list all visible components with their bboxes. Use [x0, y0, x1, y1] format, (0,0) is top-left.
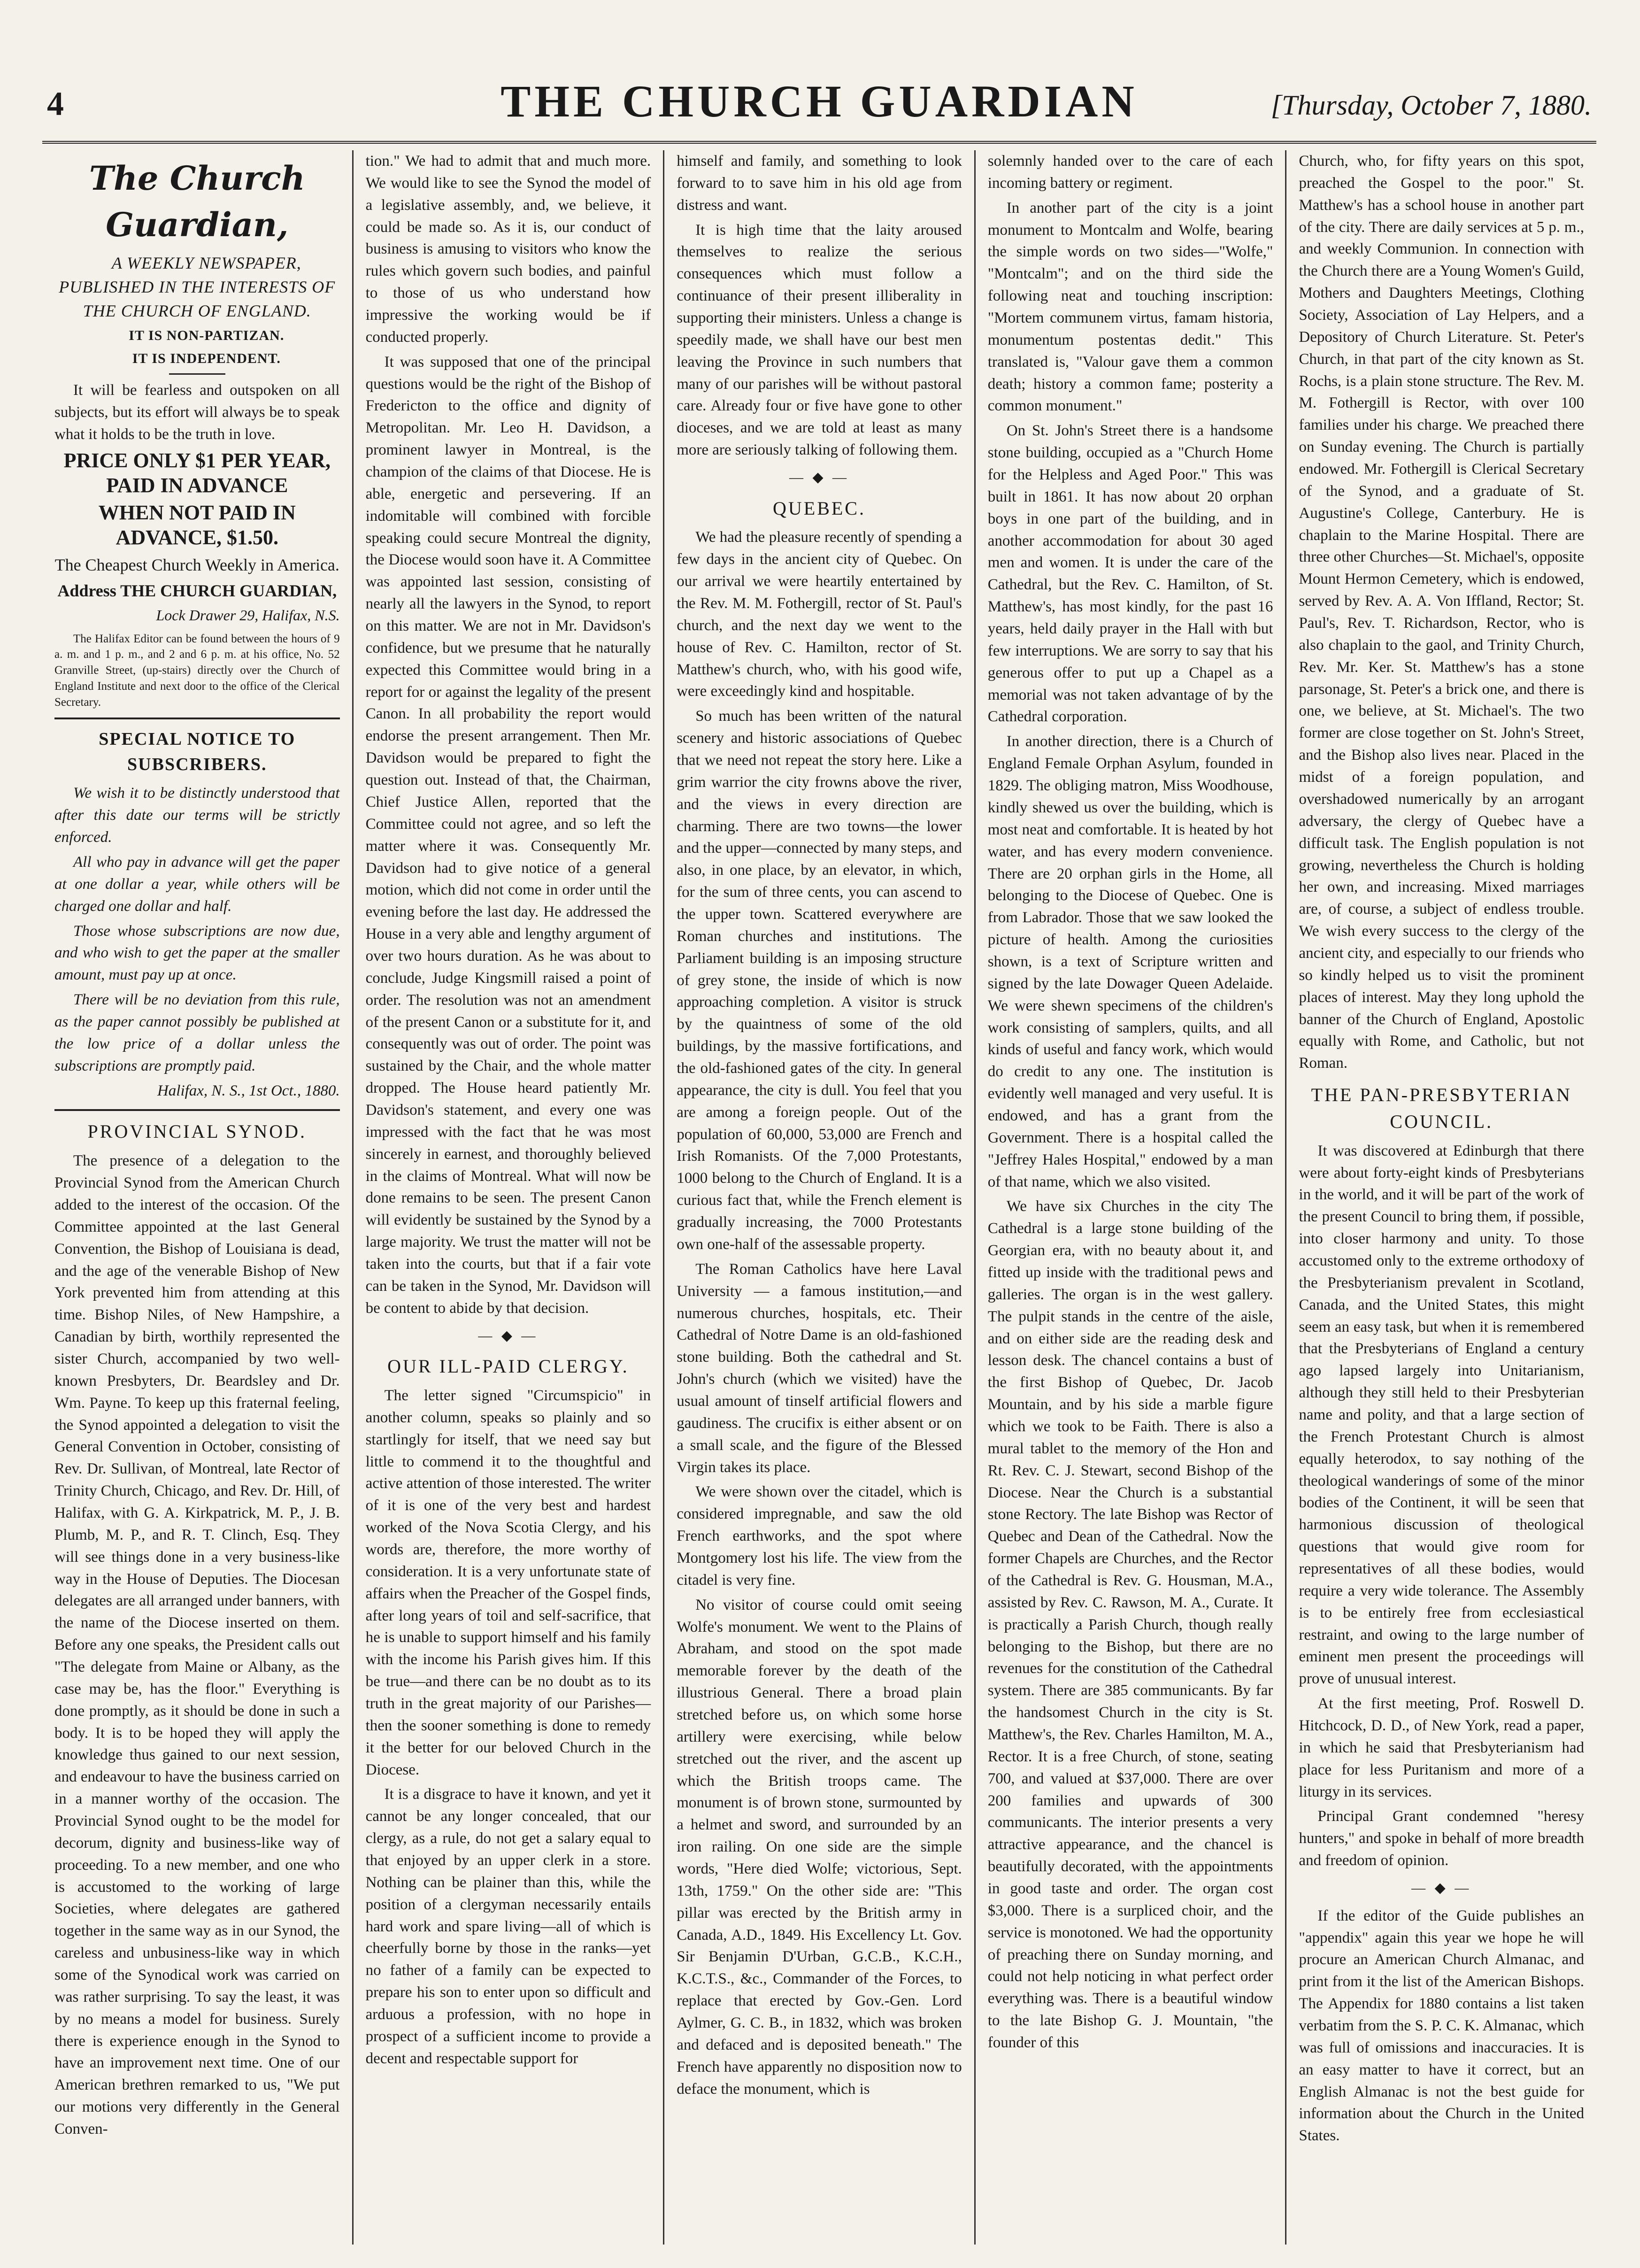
quebec-paragraph: On St. John's Street there is a handsome stone building, occupied as a "Church Home for the Helpless and Aged Poor." This was built in 1861. It has now about 20 orphan boys in one part of the building, and in another accommodation for about 30 aged men and women. It is under the care of the Cathedral, but the Rev. C. Hamilton, of St. Matthew's, has most kindly, for the past 16 years, held daily prayer in the Hall with but few interruptions. We are sorry to say that his generous offer to put up a Chapel as a memorial was not taken advantage of by the Cathedral corporation.	[987, 422, 1273, 725]
masthead	[42, 70, 1596, 144]
ornament-divider: — ◆ —	[789, 470, 850, 486]
quebec-heading: QUEBEC.	[772, 497, 866, 519]
quebec-paragraph: So much has been written of the natural scenery and historic associations of Quebec that we need not repeat the story here. Like a grim warrior the city frowns above the river, and the views in every direction are charming. There are two towns—the lower and the upper—connected by many steps, and also, in one place, by an elevator, in which, for the sum of three cents, you can ascend to the upper town. Scattered everywhere are Roman churches and institutions. The Parliament building is an imposing structure of grey stone, the inside of which is now approaching completion. A visitor is struck by the quaintness of some of the old buildings, by the massive fortifications, and the old-fashioned gates of the city. In general appearance, the city is dull. You feel that you are among a foreign people. Out of the population of 60,000, 53,000 are French and Irish Romanists. Of the 7,000 Protestants, 1000 belong to the Church of England. It is a curious fact that, while the French element is gradually increasing, the 7000 Protestants own one-half of the assessable property.	[677, 708, 962, 1253]
special-notice-body	[54, 782, 340, 1102]
column-5	[1286, 150, 1596, 2245]
paper-title: THE CHURCH GUARDIAN	[500, 76, 1138, 126]
guide-paragraph: If the editor of the Guide publishes an "appendix" again this year we hope he will procure an American Church Almanac, and print from it the list of the American Bishops. The Appendix for 1880 contains a list taken verbatim from the S. P. C. K. Almanac, which was full of omissions and inaccuracies. It is an easy matter to have it correct, but an English Almanac is not the best guide for information about the Church in the United States.	[1299, 1907, 1584, 2145]
quebec-paragraph: No visitor of course could omit seeing Wolfe's monument. We went to the Plains of Abraham, and stood on the spot made memorable forever by the death of the illustrious General. There a broad plain stretched before us, on which some horse artillery were exercising, while below stretched out the river, and the ascent up which the British troops came. The monument is of brown stone, surmounted by a helmet and sword, and surrounded by an iron railing. On one side are the simple words, "Here died Wolfe; victorious, Sept. 13th, 1759." On the other side are: "This pillar was erected by the British army in Canada, A.D., 1849. His Excellency Lt. Gov. Sir Benjamin D'Urban, G.C.B., K.C.H., K.C.T.S., &c., Commander of the Forces, to replace that erected by Gov.-Gen. Lord Aylmer, G. C. B., in 1832, which was broken and defaced and is deposited beneath." The French have apparently no disposition now to deface the monument, which is	[677, 1596, 962, 2098]
notice-dateline: Halifax, N. S., 1st Oct., 1880.	[157, 1082, 340, 1099]
notice-paragraph: There will be no deviation from this rule, as the paper cannot possibly be published at the low price of a dollar unless the subscriptions are promptly paid.	[54, 991, 340, 1074]
ornament-divider: — ◆ —	[1411, 1880, 1472, 1896]
quebec-paragraph: We were shown over the citadel, which is considered impregnable, and saw the old French earthworks, and the spot where Montgomery lost his life. The view from the citadel is very fine.	[677, 1483, 962, 1589]
cheapest-line: The Cheapest Church Weekly in America.	[54, 555, 339, 575]
notice-paragraph: We wish it to be distinctly understood that after this date our terms will be strictly enforced.	[54, 785, 340, 846]
address-detail: Lock Drawer 29, Halifax, N.S.	[156, 607, 340, 624]
column-2	[354, 150, 665, 2245]
clergy-continuation: himself and family, and something to look forward to to save him in his old age from distress and want.	[677, 153, 962, 214]
prospectus-tagline: A WEEKLY NEWSPAPER, PUBLISHED IN THE INTERESTS OF THE CHURCH OF ENGLAND.	[59, 253, 336, 320]
divider	[54, 1109, 340, 1111]
quebec-paragraph: We have six Churches in the city The Cathedral is a large stone building of the Georgian era, with no beauty about it, and fitted up inside with the traditional pews and galleries. The organ is in the west gallery. The pulpit stands in the centre of the aisle, and on either side are the reading desk and lesson desk. The chancel contains a bust of the first Bishop of Quebec, Dr. Jacob Mountain, and by his side a marble figure which we took to be Faith. There is also a mural tablet to the memory of the Hon and Rt. Rev. C. J. Stewart, second Bishop of the Diocese. Near the Church is a substantial stone Rectory. The late Bishop was Rector of Quebec and Dean of the Cathedral. Now the former Chapels are Churches, and the Rector of the Cathedral is Rev. G. Housman, M.A., assisted by Rev. C. Rawson, M. A., Curate. It is practically a Parish Church, though really belonging to the Bishop, but there are no revenues for the constitution of the Cathedral system. There are 385 communicants. By far the handsomest Church in the city is St. Matthew's, the Rev. Charles Hamilton, M. A., Rector. It is a free Church, of stone, seating 700, and valued at $37,000. There are over 200 families and upwards of 300 communicants. The interior presents a very attractive appearance, and the chancel is beautifully decorated, with the appointments in good taste and order. The organ cost $3,000. There is a surpliced choir, and the service is monotoned. We had the opportunity of preaching there on Sunday morning, and could not help noticing in what perfect order everything was. There is a beautiful window to the late Bishop G. J. Mountain, "the founder of this	[987, 1198, 1273, 2052]
pan-paragraph: It was discovered at Edinburgh that there were about forty-eight kinds of Presbyterians in the world, and it will be part of the work of the present Council to bring them, if possible, into closer harmony and unity. To those accustomed only to the extreme orthodoxy of the Presbyterianism prevalent in Scotland, Canada, and the United States, this might seem an easy task, but when it is remembered that the Presbyterians of England a century ago lapsed largely into Unitarianism, although they still held to their Presbyterian name and polity, and that a large section of the French Protestant Church is almost equally heterodox, to say nothing of the theological wanderings of some of the minor bodies of the Continent, it will be seen that harmonious discussion of theological questions that would give room for representatives of all these bodies, would require a very wide tolerance. The Assembly is to be entirely free from ecclesiastical restraint, and owing to the large number of eminent men present the proceedings will prove of unusual interest.	[1299, 1142, 1584, 1688]
clergy-paragraph: It is a disgrace to have it known, and yet it cannot be any longer concealed, that our clergy, as a rule, do not get a salary equal to that enjoyed by an upper clerk in a store. Nothing can be plainer than this, while the position of a clergyman necessarily entails hard work and spare living—all of which is cheerfully borne by those in the ranks—yet no father of a family can be expected to prepare his son to enter upon so difficult and arduous a profession, with no hope in prospect of a sufficient income to provide a decent and respectable support for	[365, 1786, 651, 2067]
pan-paragraph: At the first meeting, Prof. Roswell D. Hitchcock, D. D., of New York, read a paper, in which he said that Presbyterianism had place for less Puritanism and more of a liturgy in its services.	[1299, 1695, 1584, 1800]
ornament-divider: — ◆ —	[478, 1327, 539, 1343]
pan-presbyterian-heading: THE PAN-PRESBYTERIAN COUNCIL.	[1311, 1084, 1572, 1132]
ill-paid-clergy-heading: OUR ILL-PAID CLERGY.	[387, 1356, 629, 1377]
page-number: 4	[47, 85, 64, 123]
address-line: Address THE CHURCH GUARDIAN,	[57, 581, 337, 601]
price-late-line: WHEN NOT PAID IN ADVANCE, $1.50.	[98, 501, 296, 549]
short-rule	[169, 373, 225, 375]
independent-line: IT IS INDEPENDENT.	[132, 350, 281, 366]
notice-paragraph: All who pay in advance will get the paper at one dollar a year, while others will be charged one dollar and half.	[54, 853, 340, 915]
synod-continuation: tion." We had to admit that and much more. We would like to see the Synod the model of a legislative assembly, and, we believe, it could be made so. As it is, our conduct of business is amusing to visitors who know the rules which govern such bodies, and painful to those of us who understand how impressive the working would be if conducted properly.	[365, 153, 651, 346]
notice-paragraph: Those whose subscriptions are now due, and who wish to get the paper at the smaller amount, must pay up at once.	[54, 922, 340, 984]
synod-paragraph: The presence of a delegation to the Provincial Synod from the American Church added to the interest of the occasion. Of the Committee appointed at the last General Convention, the Bishop of Louisiana is dead, and the age of the venerable Bishop of New York prevented him from attending at this time. Bishop Niles, of New Hampshire, a Canadian by birth, worthily represented the sister Church, accompanied by two well-known Presbyters, Dr. Beardsley and Dr. Wm. Payne. To keep up this fraternal feeling, the Synod appointed a delegation to visit the General Convention in October, consisting of Rev. Dr. Sullivan, of Montreal, late Rector of Trinity Church, Chicago, and Rev. Dr. Hill, of Halifax, with G. A. Kirkpatrick, M. P., J. B. Plumb, M. P., and R. T. Clinch, Esq. They will see things done in a very business-like way in the House of Deputies. The Diocesan delegates are all arranged under banners, with the name of the Diocese inserted on them. Before any one speaks, the President calls out "The delegate from Maine or Albany, as the case may be, has the floor." Everything is done promptly, as it should be done in such a body. It is to be hoped they will apply the knowledge thus gained to our next session, and endeavour to have the business carried on in a manner worthy of the occasion. The Provincial Synod ought to be the model for decorum, dignity and business-like way of proceeding. To a new member, and one who is accustomed to the working of large Societies, where delegates are gathered together in the same way as in our Synod, the careless and unbusiness-like way in which some of the Synodical work was carried on was rather surprising. To say the least, it was by no means a model for business. Surely there is experience enough in the Synod to have an improvement next time. One of our American brethren remarked to us, "We put our motions very differently in the General Conven-	[54, 1152, 340, 2138]
price-line: PRICE ONLY $1 PER YEAR, PAID IN ADVANCE	[63, 448, 331, 497]
page-columns	[42, 150, 1596, 2245]
prospectus-title: The Church Guardian,	[89, 159, 305, 245]
fearless-paragraph: It will be fearless and outspoken on all subjects, but its effort will always be to speak what it holds to be the truth in love.	[54, 382, 340, 443]
divider	[54, 717, 340, 719]
issue-date: [Thursday, October 7, 1880.	[1270, 90, 1592, 121]
quebec-continuation: solemnly handed over to the care of each incoming battery or regiment.	[987, 153, 1273, 192]
column-1	[42, 150, 354, 2245]
quebec-paragraph: The Roman Catholics have here Laval University — a famous institution,—and numerous churches, hospitals, etc. Their Cathedral of Notre Dame is an old-fashioned stone building. Both the cathedral and St. John's church (which we visited) have the usual amount of tinself artificial flowers and gaudiness. The crucifix is either absent or on a small scale, and the figure of the Blessed Virgin takes its place.	[677, 1260, 962, 1476]
quebec-paragraph: In another direction, there is a Church of England Female Orphan Asylum, founded in 1829. The obliging matron, Miss Woodhouse, kindly shewed us over the building, which is most neat and comfortable. It is heated by hot water, and has every modern convenience. There are 20 orphan girls in the Home, all belonging to the Diocese of Quebec. One is from Labrador. Those that we saw looked the picture of health. Among the curiosities shown, is a text of Scripture written and signed by the late Dowager Queen Adelaide. We were shewn specimens of the children's work consisting of samplers, quilts, and all kinds of useful and fancy work, which would do credit to any one. The institution is evidently well managed and very useful. It is endowed, and has a grant from the Government. There is a hospital called the "Jeffrey Hales Hospital," endowed by a man of that name, which we also visited.	[987, 733, 1273, 1190]
metropolitan-paragraph: It was supposed that one of the principal questions would be the right of the Bishop of Fredericton to the office and dignity of Metropolitan. Mr. Leo H. Davidson, a prominent lawyer in Montreal, is the champion of the claims of that Diocese. He is able, energetic and persevering. If an indomitable will combined with forcible speaking could secure Montreal the dignity, the Diocese would soon have it. A Committee was appointed last session, consisting of nearly all the lawyers in the Synod, to report on this matter. We are not in Mr. Davidson's confidence, but we presume that he naturally expected this Committee would bring in a report for or against the legality of the present Canon. In all probability the report would endorse the present arrangement. Then Mr. Davidson would be prepared to fight the question out. Instead of that, the Chairman, Chief Justice Allen, reported that the Committee could not agree, and so left the matter where it was. Consequently Mr. Davidson had to give notice of a general motion, which did not come in order until the evening before the last day. He addressed the House in a very able and lengthy argument of over two hours duration. As he was about to conclude, Judge Kingsmill raised a point of order. The resolution was not an amendment of the present Canon or a substitute for it, and consequently was out of order. The point was sustained by the Chair, and the whole matter dropped. The House heard patiently Mr. Davidson's statement, and every one was impressed with the fact that he was most sincerely in earnest, and thoroughly believed in the claims of Montreal. What will now be done remains to be seen. The present Canon will evidently be sustained by the Synod by a large majority. We trust the matter will not be taken into the courts, but that if a fair vote can be taken in the Synod, Mr. Davidson will be content to abide by that decision.	[365, 353, 651, 1317]
column-3	[664, 150, 976, 2245]
quebec-paragraph: We had the pleasure recently of spending a few days in the ancient city of Quebec. On our arrival we were heartily entertained by the Rev. M. M. Fothergill, rector of St. Paul's church, and the next day we went to the house of Rev. C. Hamilton, rector of St. Matthew's church, who, with his good wife, were exceedingly kind and hospitable.	[677, 529, 962, 700]
clergy-paragraph: The letter signed "Circumspicio" in another column, speaks so plainly and so startlingly for itself, that we need say but little to commend it to the thoughtful and active attention of those interested. The writer of it is one of the very best and hardest worked of the Nova Scotia Clergy, and his words are, therefore, the more worthy of consideration. It is a very unfortunate state of affairs when the Preacher of the Gospel finds, after long years of toil and self-sacrifice, that he is unable to support himself and his family with the income his Parish gives him. If this be true—and there can be no doubt as to its truth in the great majority of our Parishes—then the sooner something is done to remedy it the better for our beloved Church in the Diocese.	[365, 1387, 651, 1778]
provincial-synod-heading: PROVINCIAL SYNOD.	[87, 1121, 307, 1142]
non-partizan-line: IT IS NON-PARTIZAN.	[129, 328, 285, 344]
editor-note: The Halifax Editor can be found between the hours of 9 a. m. and 1 p. m., and 2 and 6 p. m. at his office, No. 52 Granville Street, (up-stairs) directly over the Church of England Institute and next door to the office of the Clerical Secretary.	[54, 632, 340, 709]
quebec-continuation: Church, who, for fifty years on this spot, preached the Gospel to the poor." St. Matthew's has a school house in another part of the city. There are daily services at 5 p. m., and weekly Communion. In connection with the Church there are a Young Women's Guild, Mothers and Daughters Meetings, Clothing Society, Association of Lay Helpers, and a Depository of Church Literature. St. Peter's Church, in that part of the city known as St. Rochs, is a plain stone structure. The Rev. M. M. Fothergill is Rector, with over 100 families under his charge. We preached there on Sunday evening. The Church is partially endowed. Mr. Fothergill is Clerical Secretary of the Synod, and a graduate of St. Augustine's College, Canterbury. He is chaplain to the Marine Hospital. There are three other Churches—St. Michael's, opposite Mount Hermon Cemetery, which is endowed, served by Rev. A. A. Von Iffland, Rector; St. Paul's, Rev. T. Richardson, Rector, who is also chaplain to the gaol, and Trinity Church, Rev. Mr. Ker. St. Matthew's has a stone parsonage, St. Peter's a brick one, and there is one, we believe, at St. Michael's. The two former are close together on St. John's Street, and the Bishop also lives near. Placed in the midst of a foreign population, and overshadowed numerically by an arrogant adversary, the clergy of Quebec have a difficult task. The English population is not growing, nevertheless the Church is holding her own, and increasing. Mixed marriages are, of course, a subject of endless trouble. We wish every success to the clergy of the ancient city, and especially to our friends who so kindly helped us to visit the prominent places of interest. May they long uphold the banner of the Church of England, Apostolic equally with Rome, and Catholic, but not Roman.	[1299, 153, 1584, 1072]
laity-paragraph: It is high time that the laity aroused themselves to realize the serious consequences which must follow a continuance of their present illiberality in supporting their ministers. Unless a change is speedily made, we shall have our best men leaving the Province in such numbers that many of our parishes will be without pastoral care. Already four or five have gone to other dioceses, and we are told at least as many more are seriously talking of following them.	[677, 221, 962, 459]
column-4	[976, 150, 1287, 2245]
special-notice-heading: SPECIAL NOTICE TO SUBSCRIBERS.	[99, 729, 296, 775]
pan-paragraph: Principal Grant condemned "heresy hunters," and spoke in behalf of more breadth and freedom of opinion.	[1299, 1808, 1584, 1869]
quebec-paragraph: In another part of the city is a joint monument to Montcalm and Wolfe, bearing the simple words on two sides—"Wolfe," "Montcalm"; and on the third side the following neat and touching inscription: "Mortem communem virtus, famam historia, monumentum postentas dedit." This translated is, "Valour gave them a common death; history a common fame; posterity a common monument."	[987, 199, 1273, 415]
